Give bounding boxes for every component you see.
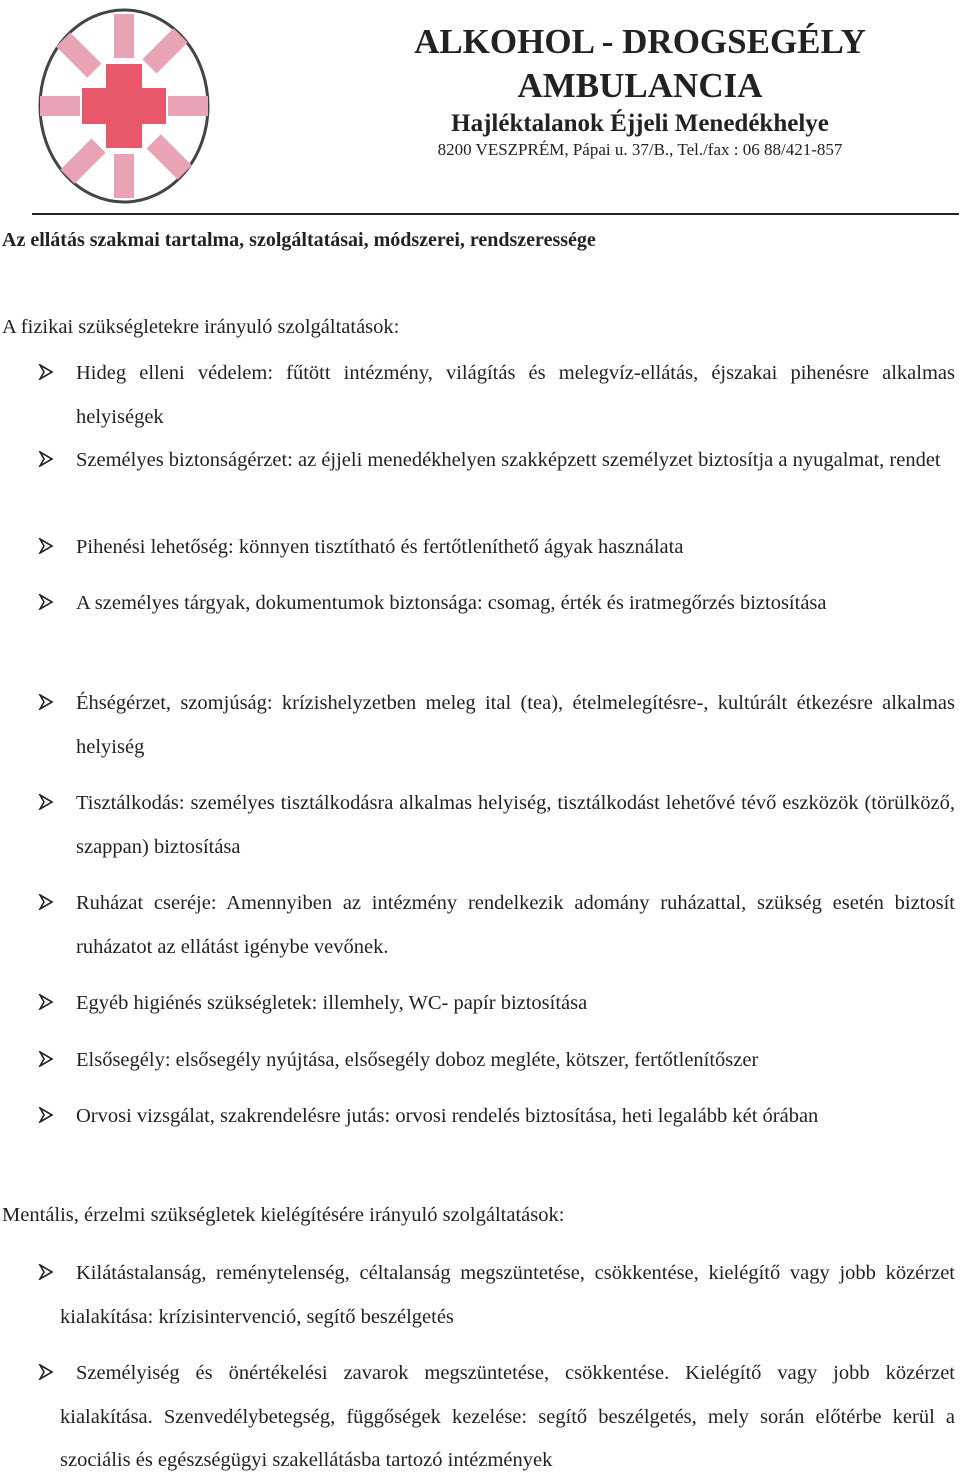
header-title-line1: ALKOHOL - DROGSEGÉLY xyxy=(414,22,866,61)
list-item: Pihenési lehetőség: könnyen tisztítható és fertőtleníthető ágyak használata xyxy=(76,536,684,558)
header-block xyxy=(360,20,920,160)
list-item: Elsősegély: elsősegély nyújtása, elsősegély doboz megléte, kötszer, fertőtlenítőszer xyxy=(76,1049,759,1071)
cross-emblem-icon xyxy=(36,6,212,206)
header-title-line2: AMBULANCIA xyxy=(517,66,763,105)
bullet-arrow-icon xyxy=(38,994,56,1012)
header-address: 8200 VESZPRÉM, Pápai u. 37/B., Tel./fax : 06 88/421-857 xyxy=(437,140,843,159)
list-item: Tisztálkodás: személyes tisztálkodásra alkalmas helyiség, tisztálkodást lehetővé tévő eszközök (törülköző, szappan) biztosítása xyxy=(76,792,955,858)
main-title: Az ellátás szakmai tartalma, szolgáltatásai, módszerei, rendszeressége xyxy=(2,229,596,251)
bullet-arrow-icon xyxy=(38,451,56,469)
bullet-arrow-icon xyxy=(38,594,56,612)
list-item: Ruházat cseréje: Amennyiben az intézmény rendelkezik adomány ruházattal, szükség esetén biztosít ruházatot az ellátást igénybe vevőnek. xyxy=(76,892,955,958)
bullet-arrow-icon xyxy=(38,1107,56,1125)
list-item: Hideg elleni védelem: fűtött intézmény, világítás és melegvíz-ellátás, éjszakai pihenésre alkalmas helyiségek xyxy=(76,362,955,428)
bullet-arrow-icon xyxy=(38,1364,56,1382)
list-item: Személyiség és önértékelési zavarok megszüntetése, csökkentése. Kielégítő vagy jobb közérzet kialakítása. Szenvedélybetegség, függőségek kezelése: segítő beszélgetés, mely során előtérbe kerül a szociális és egészségügyi szakellátásba tartozó intézmények xyxy=(60,1362,955,1471)
bullet-arrow-icon xyxy=(38,1051,56,1069)
header-divider xyxy=(32,213,959,215)
bullet-arrow-icon xyxy=(38,894,56,912)
list-item: Személyes biztonságérzet: az éjjeli menedékhelyen szakképzett személyzet biztosítja a nyugalmat, rendet xyxy=(76,449,941,471)
list-item: A személyes tárgyak, dokumentumok biztonsága: csomag, érték és iratmegőrzés biztosítása xyxy=(76,592,827,614)
list-item: Kilátástalanság, reménytelenség, céltalanság megszüntetése, csökkentése, kielégítő vagy jobb közérzet kialakítása: krízisintervenció, segítő beszélgetés xyxy=(60,1262,955,1328)
bullet-arrow-icon xyxy=(38,364,56,382)
section2-heading: Mentális, érzelmi szükségletek kielégítésére irányuló szolgáltatások: xyxy=(2,1204,565,1226)
header-subtitle: Hajléktalanok Éjjeli Menedékhelye xyxy=(451,110,829,137)
list-item: Egyéb higiénés szükségletek: illemhely, WC- papír biztosítása xyxy=(76,992,588,1014)
bullet-arrow-icon xyxy=(38,694,56,712)
bullet-arrow-icon xyxy=(38,538,56,556)
list-item: Orvosi vizsgálat, szakrendelésre jutás: orvosi rendelés biztosítása, heti legalább két órában xyxy=(76,1105,819,1127)
bullet-arrow-icon xyxy=(38,794,56,812)
organization-logo xyxy=(36,6,212,206)
bullet-arrow-icon xyxy=(38,1264,56,1282)
section1-heading: A fizikai szükségletekre irányuló szolgáltatások: xyxy=(2,316,400,338)
list-item: Éhségérzet, szomjúság: krízishelyzetben meleg ital (tea), ételmelegítésre-, kultúrált étkezésre alkalmas helyiség xyxy=(76,692,955,758)
